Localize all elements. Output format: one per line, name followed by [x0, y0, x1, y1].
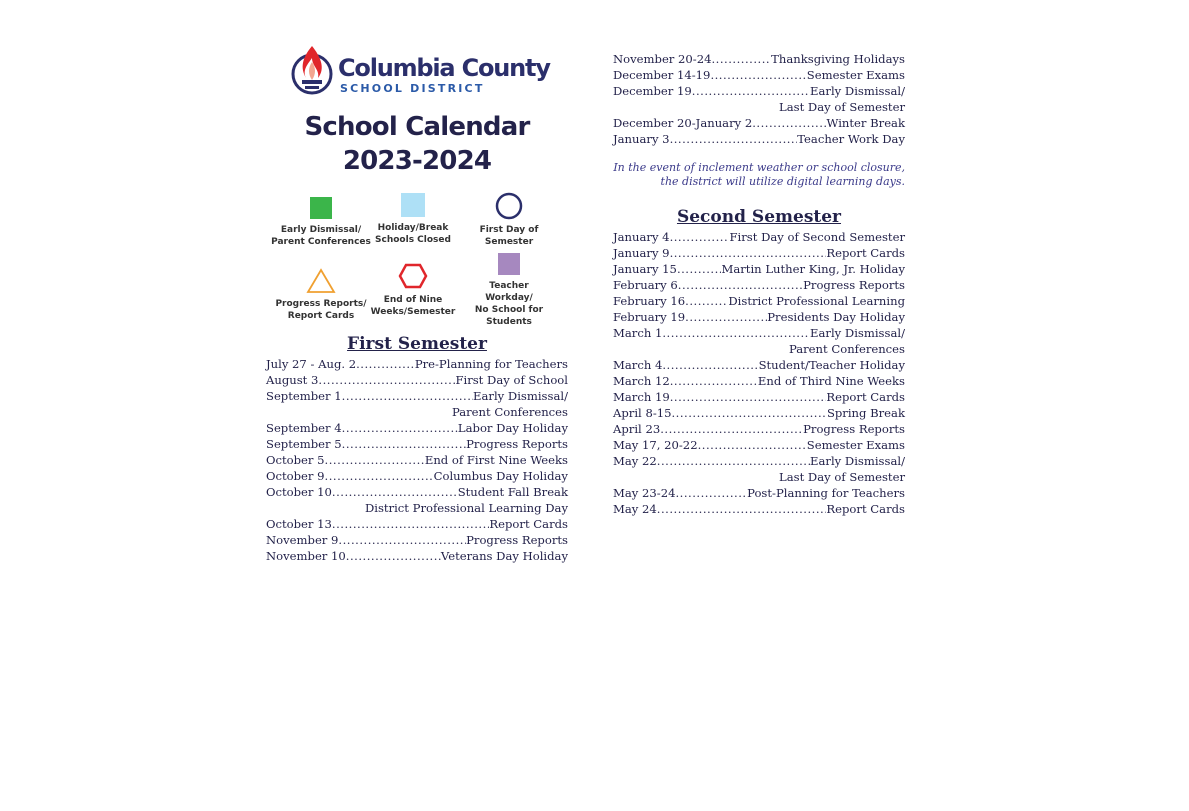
dot-leader	[342, 420, 458, 436]
entry-date: July 27 - Aug. 2	[266, 357, 357, 371]
entry-event: Presidents Day Holiday	[767, 310, 905, 324]
second-semester-list	[613, 229, 905, 517]
dot-leader	[325, 468, 434, 484]
calendar-entry	[613, 51, 905, 67]
entry-event-continued: District Professional Learning Day	[364, 501, 568, 515]
second-semester-heading: Second Semester	[676, 207, 842, 227]
district-logo	[266, 40, 568, 100]
dot-leader	[660, 421, 803, 437]
entry-date: April 23	[613, 422, 661, 436]
entry-event-continued: Parent Conferences	[788, 342, 905, 356]
calendar-entry	[613, 405, 905, 421]
entry-date: November 9	[266, 533, 339, 547]
entry-date: March 12	[613, 374, 670, 388]
entry-date: May 17, 20-22	[613, 438, 698, 452]
green-square-icon	[309, 196, 333, 220]
entry-event: Progress Reports	[466, 437, 568, 451]
dot-leader	[332, 484, 458, 500]
dot-leader	[671, 405, 826, 421]
entry-date: September 5	[266, 437, 342, 451]
entry-event: Report Cards	[489, 517, 568, 531]
district-subtitle: SCHOOL DISTRICT	[340, 82, 485, 95]
calendar-entry	[613, 293, 905, 309]
left-column	[266, 40, 568, 564]
entry-event-continued: Last Day of Semester	[779, 100, 905, 114]
calendar-entry	[613, 115, 905, 131]
triangle-icon	[306, 268, 336, 294]
first-semester-heading: First Semester	[347, 334, 487, 354]
calendar-entry	[613, 501, 905, 517]
district-name: Columbia County	[338, 54, 550, 82]
entry-event: Report Cards	[826, 390, 905, 404]
dot-leader	[675, 485, 747, 501]
first-semester-list	[266, 356, 568, 564]
dot-leader	[318, 372, 455, 388]
entry-event: Student Fall Break	[457, 485, 568, 499]
entry-date: November 10	[266, 549, 346, 563]
entry-date: February 16	[613, 294, 686, 308]
calendar-entry	[266, 468, 568, 484]
legend-holiday: Holiday/Break Schools Closed	[358, 192, 468, 246]
entry-date: March 4	[613, 358, 663, 372]
calendar-entry	[613, 437, 905, 453]
calendar-entry	[613, 67, 905, 83]
dot-leader	[670, 229, 730, 245]
dot-leader	[752, 115, 826, 131]
dot-leader	[692, 83, 810, 99]
calendar-entry	[613, 245, 905, 261]
entry-event: Early Dismissal/	[810, 454, 905, 468]
entry-event: Martin Luther King, Jr. Holiday	[721, 262, 905, 276]
entry-date: January 4	[613, 230, 670, 244]
calendar-entry	[613, 83, 905, 115]
entry-date: April 8-15	[613, 406, 672, 420]
entry-event: End of First Nine Weeks	[424, 453, 568, 467]
legend-early-dismissal: Early Dismissal/ Parent Conferences	[266, 196, 376, 248]
dot-leader	[698, 437, 807, 453]
entry-event: Report Cards	[826, 246, 905, 260]
entry-date: March 19	[613, 390, 670, 404]
entry-date: May 22	[613, 454, 657, 468]
entry-date: February 19	[613, 310, 686, 324]
entry-date: March 1	[613, 326, 663, 340]
legend-end-nine-weeks: End of Nine Weeks/Semester	[358, 262, 468, 318]
dot-leader	[338, 532, 466, 548]
first-semester-continued-list	[613, 51, 905, 147]
light-blue-square-icon	[400, 192, 426, 218]
entry-event: Early Dismissal/	[810, 326, 905, 340]
entry-event: First Day of School	[455, 373, 568, 387]
entry-date: February 6	[613, 278, 678, 292]
entry-date: August 3	[266, 373, 319, 387]
entry-date: October 10	[266, 485, 332, 499]
entry-event: Semester Exams	[806, 68, 905, 82]
calendar-title-year: 2023-2024	[342, 146, 492, 176]
calendar-entry	[266, 452, 568, 468]
entry-date: January 3	[613, 132, 670, 146]
hexagon-icon	[398, 262, 428, 290]
dot-leader	[342, 436, 466, 452]
entry-event-continued: Last Day of Semester	[779, 470, 905, 484]
entry-event: Winter Break	[826, 116, 905, 130]
dot-leader	[670, 389, 827, 405]
entry-event: Student/Teacher Holiday	[758, 358, 905, 372]
entry-event: Labor Day Holiday	[457, 421, 568, 435]
calendar-entry	[266, 420, 568, 436]
calendar-entry	[613, 421, 905, 437]
entry-event: Early Dismissal/	[810, 84, 905, 98]
calendar-entry	[613, 485, 905, 501]
entry-date: October 9	[266, 469, 325, 483]
entry-event: End of Third Nine Weeks	[757, 374, 905, 388]
entry-date: September 1	[266, 389, 342, 403]
calendar-title	[266, 110, 568, 178]
entry-event: Progress Reports	[803, 422, 905, 436]
purple-square-icon	[497, 252, 521, 276]
entry-event: Spring Break	[826, 406, 905, 420]
calendar-entry	[613, 357, 905, 373]
circle-icon	[495, 192, 523, 220]
calendar-entry	[266, 516, 568, 532]
dot-leader	[711, 51, 771, 67]
dot-leader	[662, 357, 758, 373]
calendar-entry	[266, 356, 568, 372]
calendar-entry	[613, 373, 905, 389]
dot-leader	[356, 356, 415, 372]
calendar-entry	[613, 261, 905, 277]
torch-flame-icon	[290, 44, 334, 96]
entry-event-continued: Parent Conferences	[451, 405, 568, 419]
calendar-entry	[266, 372, 568, 388]
dot-leader	[678, 277, 803, 293]
dot-leader	[670, 373, 758, 389]
entry-date: October 5	[266, 453, 325, 467]
entry-event: Veterans Day Holiday	[440, 549, 568, 563]
dot-leader	[662, 325, 810, 341]
calendar-entry	[266, 548, 568, 564]
calendar-entry	[266, 388, 568, 420]
entry-event: Post-Planning for Teachers	[747, 486, 905, 500]
legend-progress: Progress Reports/ Report Cards	[266, 268, 376, 322]
entry-date: January 15	[613, 262, 677, 276]
entry-event: Semester Exams	[806, 438, 905, 452]
dot-leader	[657, 501, 827, 517]
entry-event: First Day of Second Semester	[729, 230, 905, 244]
dot-leader	[346, 548, 441, 564]
calendar-entry	[266, 436, 568, 452]
entry-date: December 19	[613, 84, 692, 98]
entry-date: November 20-24	[613, 52, 712, 66]
dot-leader	[677, 261, 722, 277]
legend	[266, 188, 568, 330]
right-column	[613, 51, 905, 517]
dot-leader	[342, 388, 473, 404]
entry-date: October 13	[266, 517, 332, 531]
dot-leader	[325, 452, 425, 468]
entry-event: Pre-Planning for Teachers	[414, 357, 568, 371]
entry-date: December 14-19	[613, 68, 711, 82]
calendar-entry	[613, 453, 905, 485]
calendar-entry	[613, 277, 905, 293]
dot-leader	[685, 293, 728, 309]
entry-event: Thanksgiving Holidays	[771, 52, 905, 66]
entry-event: Progress Reports	[466, 533, 568, 547]
entry-date: December 20-January 2	[613, 116, 753, 130]
entry-event: Report Cards	[826, 502, 905, 516]
legend-teacher-workday: Teacher Workday/ No School for Students	[454, 252, 564, 328]
calendar-entry	[266, 532, 568, 548]
dot-leader	[685, 309, 767, 325]
dot-leader	[710, 67, 806, 83]
legend-first-day: First Day of Semester	[454, 192, 564, 248]
entry-event: Progress Reports	[803, 278, 905, 292]
dot-leader	[332, 516, 490, 532]
calendar-entry	[613, 389, 905, 405]
entry-date: May 23-24	[613, 486, 676, 500]
calendar-entry	[613, 325, 905, 357]
dot-leader	[670, 131, 798, 147]
entry-event: Teacher Work Day	[797, 132, 905, 146]
entry-event: Columbus Day Holiday	[433, 469, 568, 483]
entry-date: September 4	[266, 421, 342, 435]
inclement-weather-note: In the event of inclement weather or school closure, the district will utilize digital learning days.	[613, 161, 905, 188]
calendar-entry	[613, 309, 905, 325]
calendar-entry	[613, 229, 905, 245]
entry-date: January 9	[613, 246, 670, 260]
dot-leader	[657, 453, 810, 469]
calendar-entry	[266, 484, 568, 516]
dot-leader	[670, 245, 827, 261]
entry-date: May 24	[613, 502, 657, 516]
entry-event: District Professional Learning	[728, 294, 905, 308]
calendar-title-line1: School Calendar	[304, 112, 530, 142]
entry-event: Early Dismissal/	[473, 389, 568, 403]
calendar-entry	[613, 131, 905, 147]
